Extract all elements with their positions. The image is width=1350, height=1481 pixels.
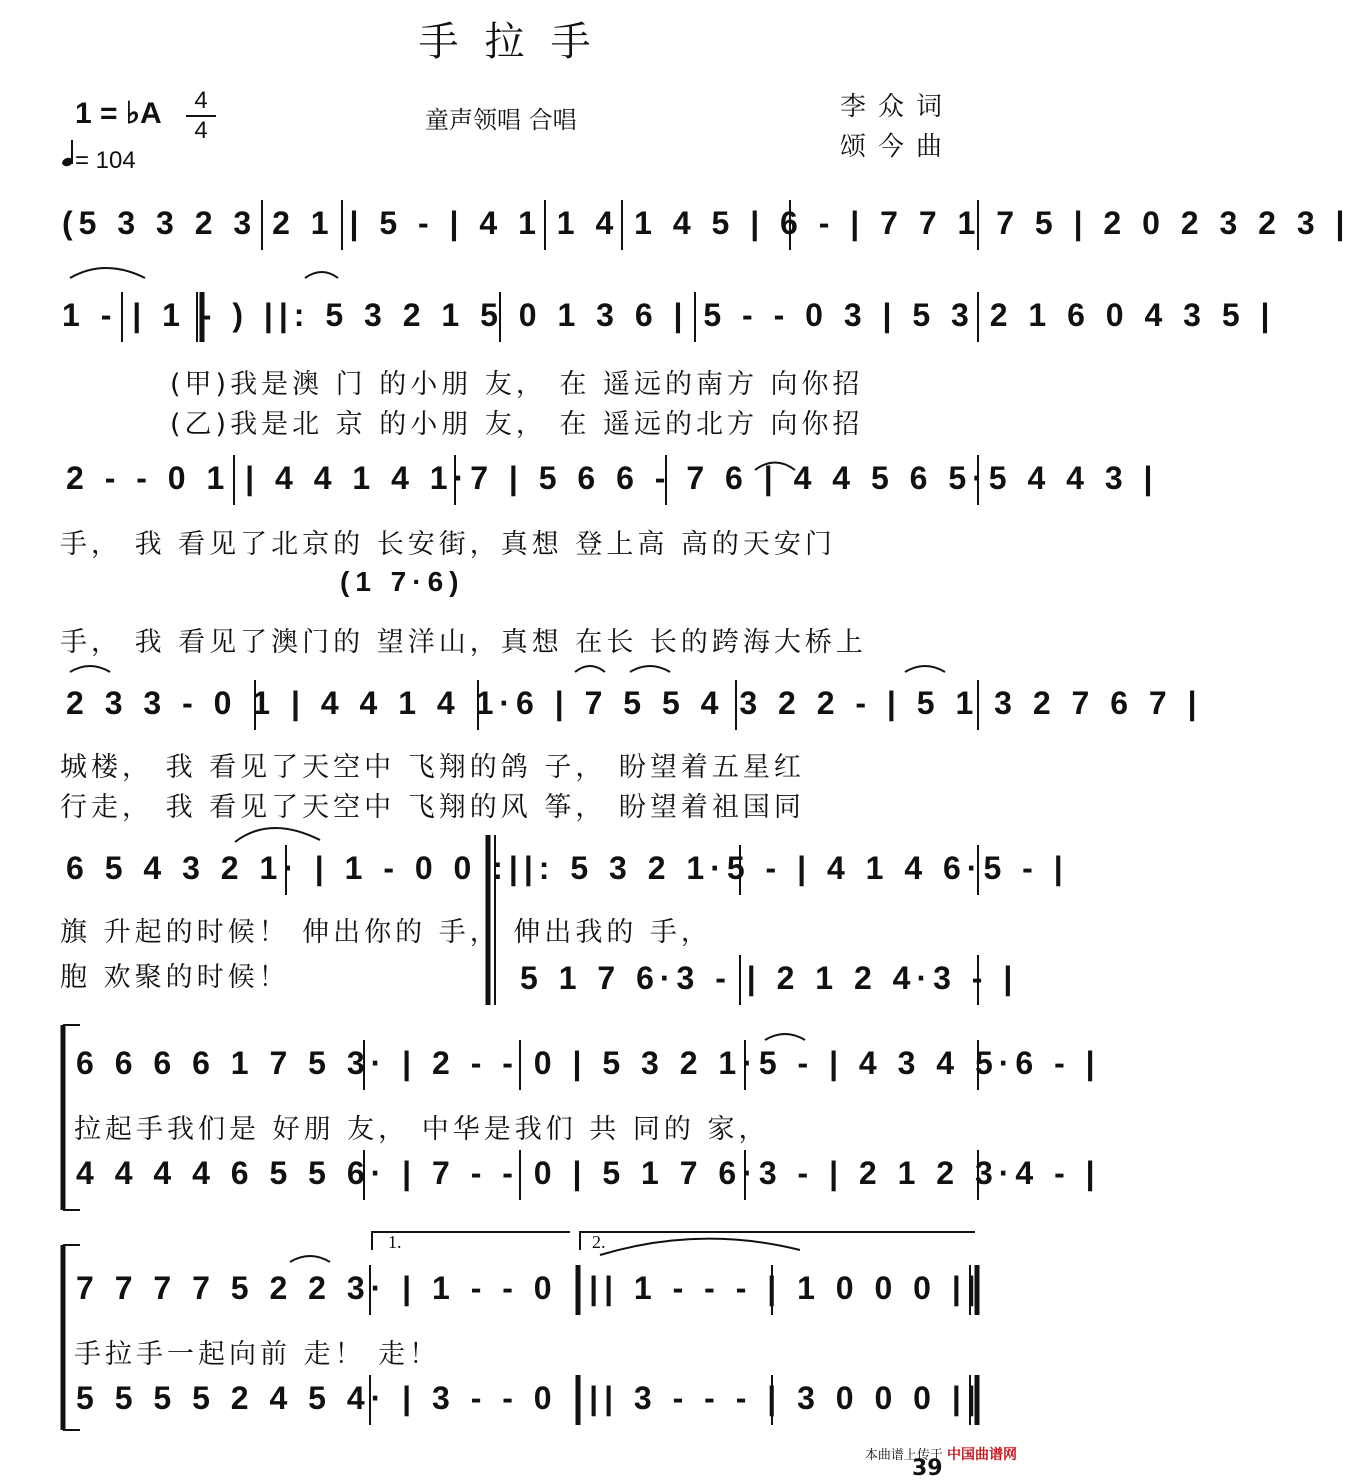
lyricist-credit: 李众词 [840, 92, 955, 122]
song-title: 手拉手 [418, 19, 617, 65]
lyric-line-3b: 手， 我 看见了澳门的 望洋山，真想 在长 长的跨海大桥上 [60, 627, 867, 658]
notation-line-2: 1 - | 1 - ) ||: 5 3 2 1 5 0 1 3 6 | 5 - - 0 3 | 5 3 2 1 6 0 4 3 5 | [62, 297, 1276, 333]
lyric-line-4a: 城楼， 我 看见了天空中 飞翔的鸽 子， 盼望着五星红 [60, 752, 805, 783]
time-signature-numerator: 4 [194, 87, 208, 114]
time-signature-denominator: 4 [194, 117, 208, 144]
lyric-line-2b: (乙)我是北 京 的小朋 友， 在 遥远的北方 向你招 [170, 409, 864, 440]
lyric-line-2a: (甲)我是澳 门 的小朋 友， 在 遥远的南方 向你招 [170, 369, 864, 400]
notation-line-3: 2 - - 0 1 | 4 4 1 4 1·7 | 5 6 6 - 7 6 | 4 4 5 6 5·5 4 4 3 | [66, 460, 1159, 496]
lyric-line-5b: 胞 欢聚的时候！ [60, 962, 290, 993]
lyric-line-5a: 旗 升起的时候！ 伸出你的 手， 伸出我的 手， [60, 917, 712, 948]
page-number: 39 [912, 1456, 943, 1481]
notation-line-1: (5 3 3 2 3 2 1 | 5 - | 4 1 1 4 1 4 5 | 6 - | 7 7 1 7 5 | 2 0 2 3 2 3 | [62, 205, 1350, 241]
key-signature: 1 = ♭A [75, 97, 162, 130]
first-ending-label: 1. [388, 1232, 402, 1252]
alternate-notes: (1 7·6) [340, 566, 465, 597]
performers: 童声领唱 合唱 [425, 106, 577, 134]
notation-line-7-lower: 5 5 5 5 2 4 5 4· | 3 - - 0 :|| 3 - - - | 3 0 0 0 || [76, 1380, 982, 1416]
notation-line-5-lower: 5 1 7 6·3 - | 2 1 2 4·3 - | [520, 960, 1019, 996]
notation-line-5: 6 5 4 3 2 1· | 1 - 0 0 :||: 5 3 2 1·5 - | 4 1 4 6·5 - | [66, 850, 1069, 886]
site-logo: 中国曲谱网 [947, 1447, 1017, 1463]
composer-credit: 颂今曲 [840, 132, 955, 162]
lyric-line-4b: 行走， 我 看见了天空中 飞翔的风 筝， 盼望着祖国同 [60, 792, 805, 823]
tempo-marking: = 104 [62, 144, 136, 175]
notation-line-6-lower: 4 4 4 4 6 5 5 6· | 7 - - 0 | 5 1 7 6·3 - | 2 1 2 3·4 - | [76, 1155, 1101, 1191]
notation-line-4: 2 3 3 - 0 1 | 4 4 1 4 1·6 | 7 5 5 4 3 2 2 - | 5 1 3 2 7 6 7 | [66, 685, 1203, 721]
lyric-line-6: 拉起手我们是 好朋 友， 中华是我们 共 同的 家， [74, 1114, 770, 1145]
lyric-line-3a: 手， 我 看见了北京的 长安街，真想 登上高 高的天安门 [60, 529, 836, 560]
notation-line-7: 7 7 7 7 5 2 2 3· | 1 - - 0 :|| 1 - - - | 1 0 0 0 || [76, 1270, 982, 1306]
second-ending-label: 2. [592, 1232, 606, 1252]
notation-line-6: 6 6 6 6 1 7 5 3· | 2 - - 0 | 5 3 2 1·5 - | 4 3 4 5·6 - | [76, 1045, 1101, 1081]
lyric-line-7: 手拉手一起向前 走！ 走！ [74, 1339, 441, 1370]
footer-text: 本曲谱上传于 [864, 1448, 943, 1463]
